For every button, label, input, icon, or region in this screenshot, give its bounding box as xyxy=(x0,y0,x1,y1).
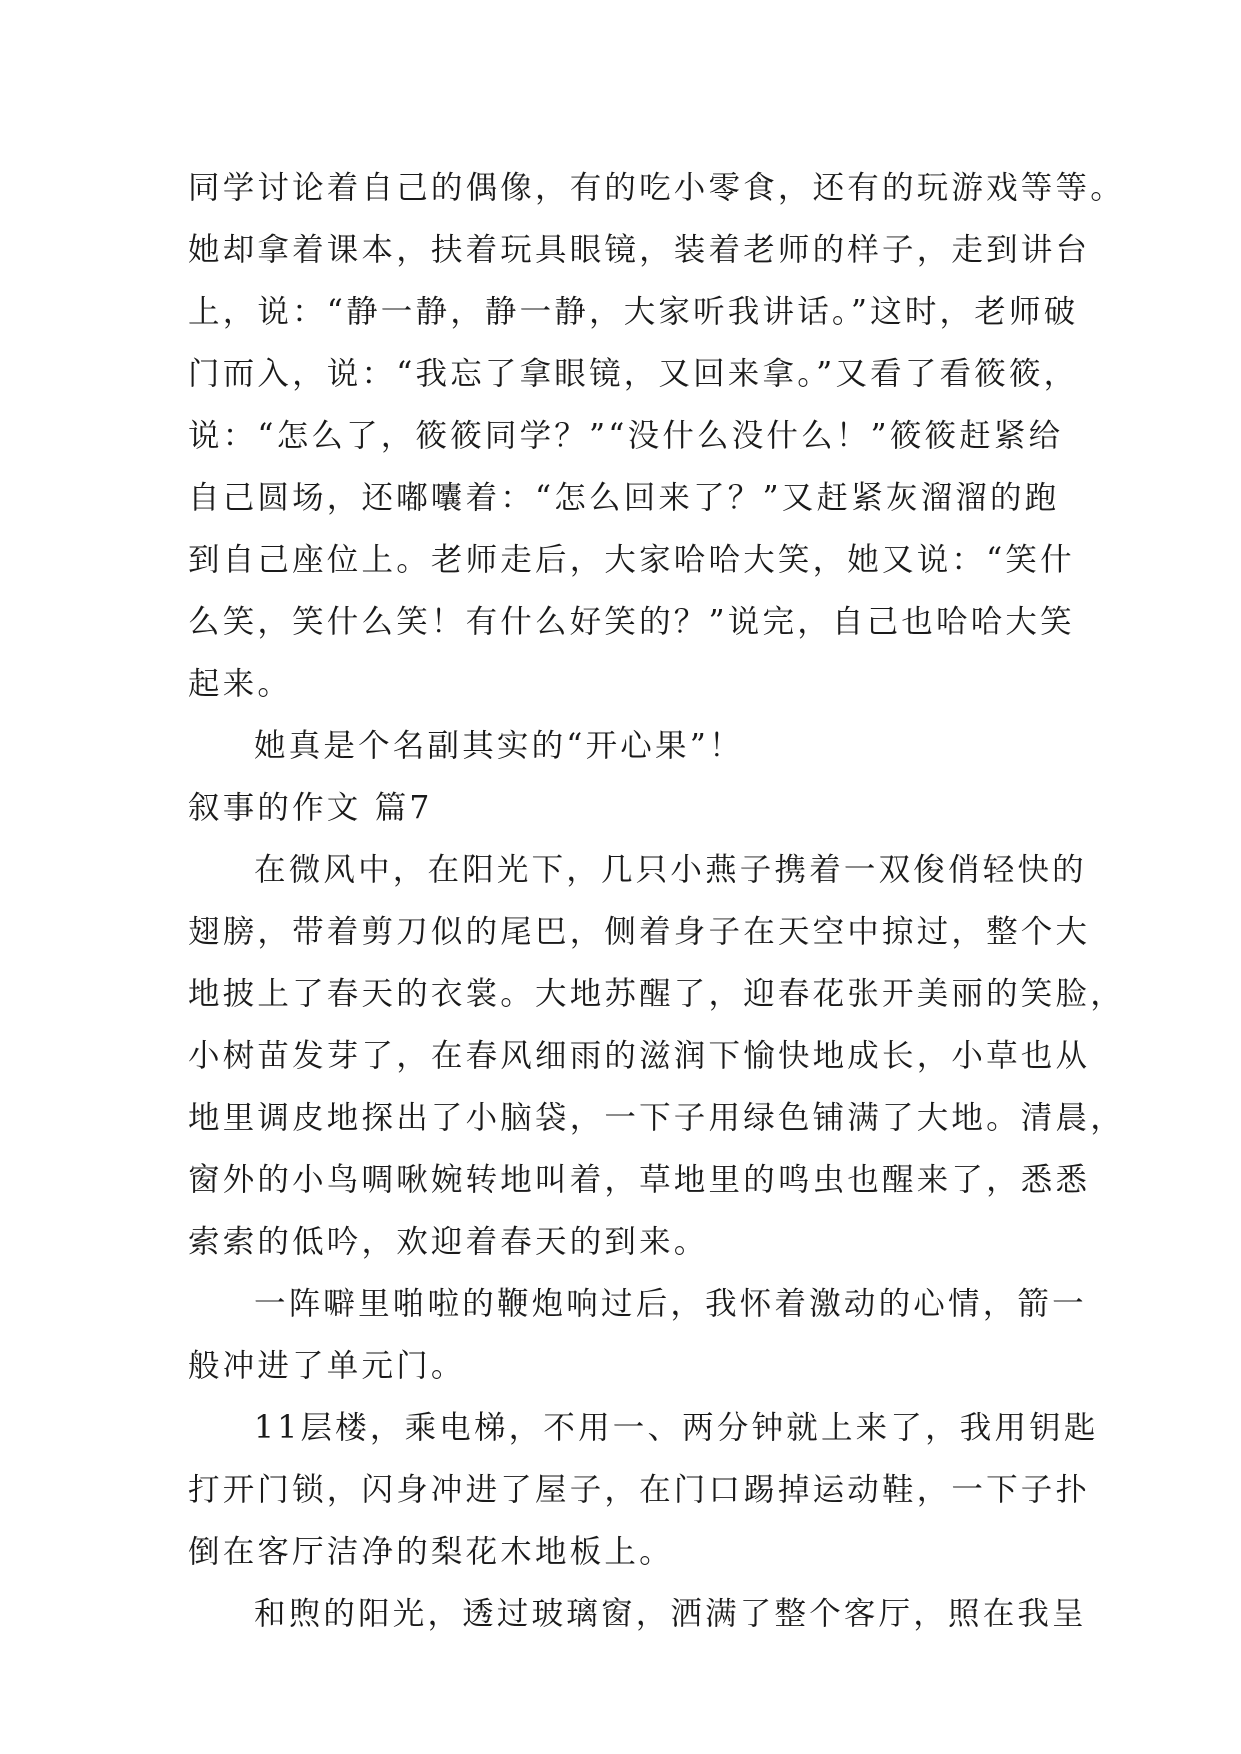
section-heading: 叙事的作文 篇7 xyxy=(188,790,433,826)
text-line: 翅膀，带着剪刀似的尾巴，侧着身子在天空中掠过，整个大 xyxy=(188,914,1091,950)
document-body xyxy=(188,157,1125,1645)
text-line: 倒在客厅洁净的梨花木地板上。 xyxy=(188,1534,674,1570)
text-line: 门而入，说：“我忘了拿眼镜，又回来拿。”又看了看筱筱， xyxy=(188,356,1079,392)
text-line: 小树苗发芽了，在春风细雨的滋润下愉快地成长，小草也从 xyxy=(188,1038,1091,1074)
text-line: 么笑，笑什么笑！有什么好笑的？”说完，自己也哈哈大笑 xyxy=(188,604,1075,640)
text-line: 打开门锁，闪身冲进了屋子，在门口踢掉运动鞋，一下子扑 xyxy=(188,1472,1091,1508)
text-line: 地里调皮地探出了小脑袋，一下子用绿色铺满了大地。清晨， xyxy=(188,1100,1125,1136)
text-line: 到自己座位上。老师走后，大家哈哈大笑，她又说：“笑什 xyxy=(188,542,1075,578)
text-line: 自己圆场，还嘟囔着：“怎么回来了？”又赶紧灰溜溜的跑 xyxy=(188,480,1060,516)
paragraph-first-line: 11层楼，乘电梯，不用一、两分钟就上来了，我用钥匙 xyxy=(254,1410,1099,1446)
paragraph-first-line: 一阵噼里啪啦的鞭炮响过后，我怀着激动的心情，箭一 xyxy=(254,1286,1087,1322)
text-line: 索索的低吟，欢迎着春天的到来。 xyxy=(188,1224,709,1260)
text-line: 起来。 xyxy=(188,666,293,702)
paragraph-first-line: 在微风中，在阳光下，几只小燕子携着一双俊俏轻快的 xyxy=(254,852,1087,888)
text-line: 说：“怎么了，筱筱同学？”“没什么没什么！”筱筱赶紧给 xyxy=(188,418,1064,454)
paragraph-first-line: 和煦的阳光，透过玻璃窗，洒满了整个客厅，照在我呈 xyxy=(254,1596,1087,1632)
paragraph-first-line: 她真是个名副其实的“开心果”！ xyxy=(254,728,744,764)
text-line: 般冲进了单元门。 xyxy=(188,1348,466,1384)
text-line: 同学讨论着自己的偶像，有的吃小零食，还有的玩游戏等等。 xyxy=(188,170,1125,206)
text-line: 地披上了春天的衣裳。大地苏醒了，迎春花张开美丽的笑脸， xyxy=(188,976,1125,1012)
text-line: 她却拿着课本，扶着玩具眼镜，装着老师的样子，走到讲台 xyxy=(188,232,1091,268)
text-line: 窗外的小鸟啁啾婉转地叫着，草地里的鸣虫也醒来了，悉悉 xyxy=(188,1162,1091,1198)
text-line: 上，说：“静一静，静一静，大家听我讲话。”这时，老师破 xyxy=(188,294,1079,330)
